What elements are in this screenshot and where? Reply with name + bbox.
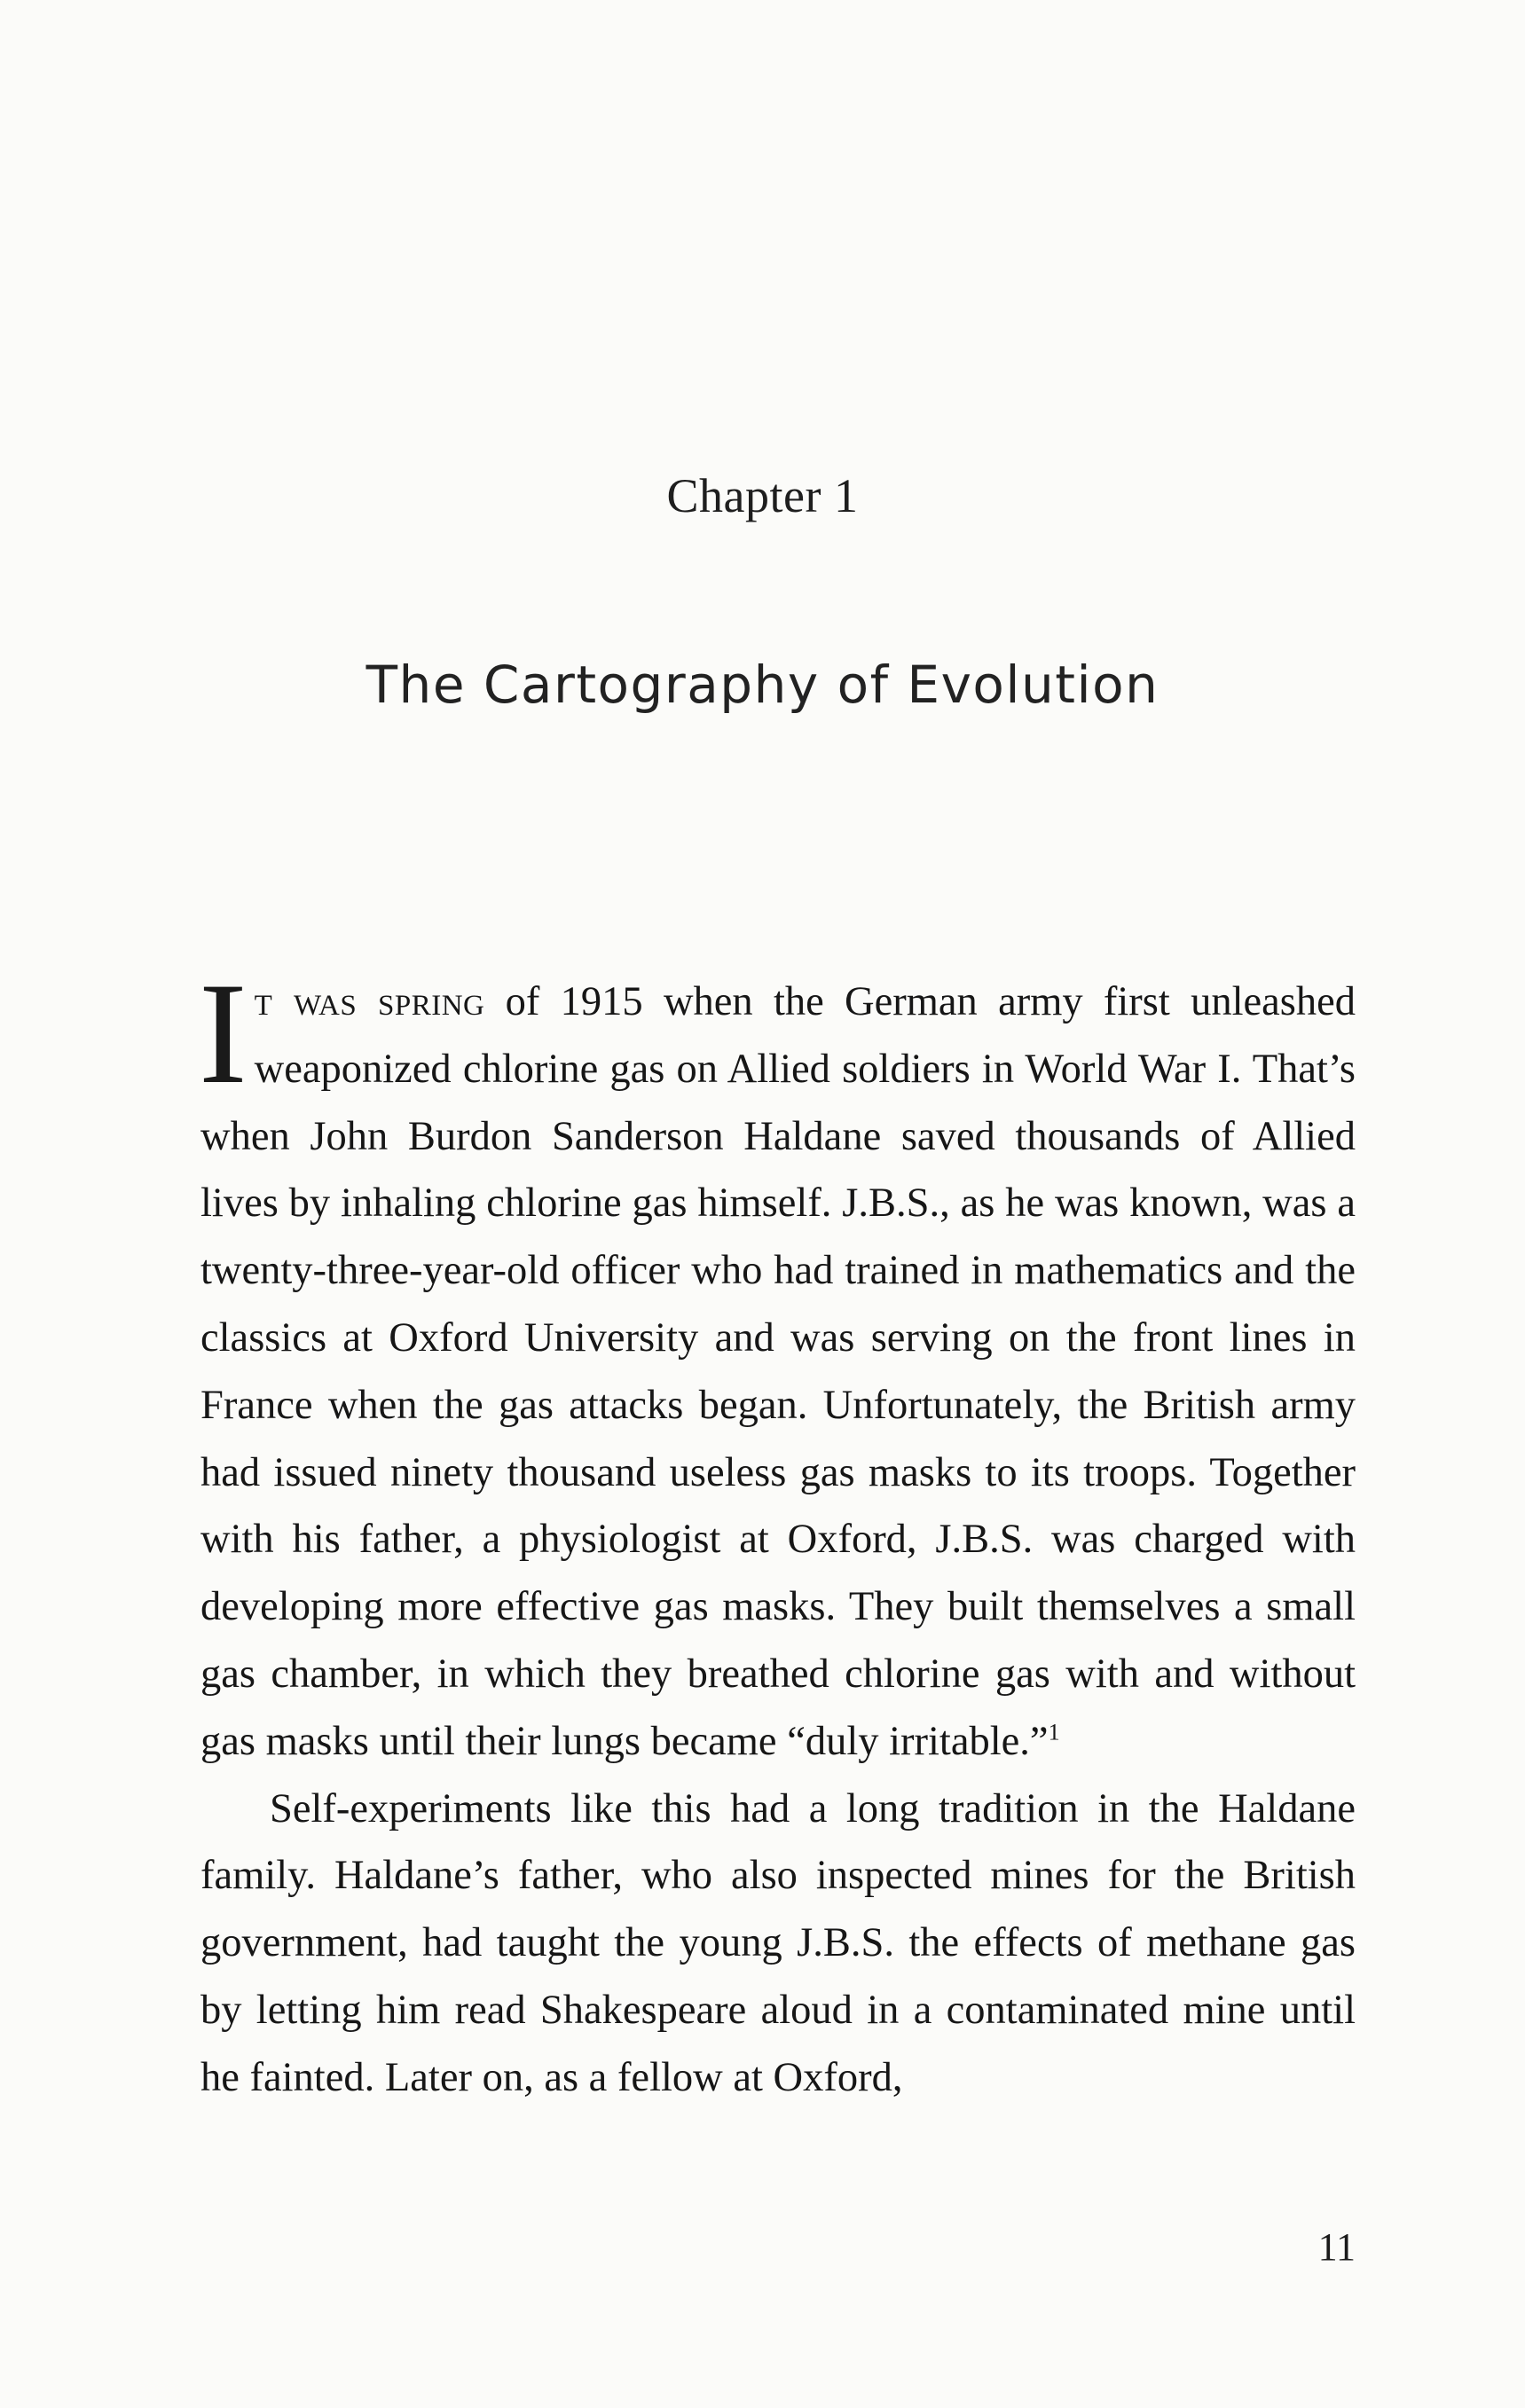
chapter-label: Chapter 1	[666, 469, 859, 522]
drop-cap: I	[199, 953, 248, 1114]
body-text	[199, 953, 1356, 2112]
lead-in-text: t was spring	[254, 979, 485, 1024]
paragraph-1-text: of 1915 when the German army first unleashed weaponized chlorine gas on Allied soldiers in World War I. That’s when John Burdon Sanderson Haldane saved thousands of Allied lives by inhaling chlorine gas himself. J.B.S., as he was known, was a twenty-three-year-old officer who had trained in mathematics and the classics at Oxford University and was serving on the front lines in France when the gas attacks began. Unfortunately, the British army had issued ninety thousand useless gas masks to its troops. Together with his father, a physiologist at Oxford, J.B.S. was charged with developing more effective gas masks. They built themselves a small gas chamber, in which they breathed chlorine gas with and without gas masks until their lungs became “duly irritable.”	[200, 979, 1356, 1764]
chapter-title: The Cartography of Evolution	[366, 655, 1159, 715]
footnote-reference[interactable]: 1	[1048, 1719, 1060, 1745]
paragraph-1	[199, 953, 1356, 1776]
page-number: 11	[1317, 2225, 1356, 2269]
paragraph-2: Self-experiments like this had a long tradition in the Haldane family. Haldane’s father, who also inspected mines for the British government, had taught the young J.B.S. the effects of methane gas by letting him read Shakespeare aloud in a contaminated mine until he fainted. Later on, as a fellow at Oxford,	[200, 1785, 1356, 2100]
